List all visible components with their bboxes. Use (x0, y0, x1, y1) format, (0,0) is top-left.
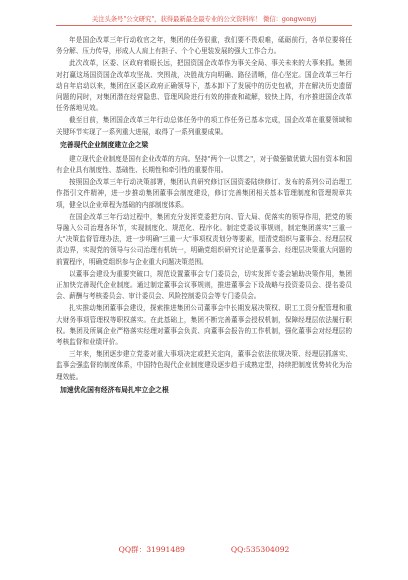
paragraph: 截至目前，集团国企改革三年行动总体任务中的项工作任务已基本完成，国企改革在重要领域和关键环节实现了一系列重大进展，取得了一系列重要成果。 (56, 116, 352, 136)
page-footer-contacts (56, 545, 352, 555)
paragraph: 建立现代企业制度是国有企业改革的方向。坚持"两个一以贯之"，对于做强做优做大国有资本和国有企业具有制度性、基础性、长期性和牵引性的重要作用。 (56, 154, 353, 175)
paragraph: 三年来，集团逐步建立党委对重大事项决定或把关定向，董事会依法依规决策、经理层抓落实、监事会强监督的制度体系，中国特色现代企业制度建设逐步趋于成熟定型，持续把制度优势转化为治理效能。 (56, 350, 352, 381)
paragraph: 在国企改革三年行动过程中，集团充分发挥党委把方向、管大局、促落实的领导作用，把党的领导融入公司治理各环节，实现制度化、规范化、程序化。制定党委议事规则，制定集团落实"三重一大"决策监督管理办法，进一步明确"三重一大"事项权责划分等要素，厘清党组织与董事会、经理层权责边界，实现党的领导与公司治理有机统一，明确党组织研究讨论是董事会、经理层决策重大问题的前置程序，明确党组织参与企业重大问题决策范围。 (56, 212, 352, 266)
document-body (56, 35, 352, 399)
paragraph: 以董事会建设为重要突破口，规范设置董事会专门委员会，切实发挥专委会辅助决策作用，集团正加快完善现代企业制度。通过制定董事会议事规则，推进董事会下设战略与投资委员会、提名委员会、薪酬与考核委员会、审计委员会、风险控制委员会等专门委员会。 (56, 269, 352, 301)
paragraph: 扎实推动集团董事会建设，探索推进集团公司董事会中长期发展决策权、职工工资分配管理和重大财务事项管理权等职权落实。在此基础上，集团不断完善董事会授权机制，保障经理层依法履行职权。集团及所属企业严格落实经理对董事会负责、向董事会报告的工作机制，强化董事会对经理层的考核监督和业绩评价。 (56, 304, 352, 347)
page-header-banner[interactable]: 关注头条号"公文研究"，获得最新最全最专业的公文资料库！ 微信：gongwenyj (91, 15, 317, 23)
section-heading: 加速优化国有经济布局扎牢立企之根 (60, 385, 169, 394)
section-heading: 完善现代企业制度建立企之梁 (60, 140, 149, 149)
paragraph: 按照国企改革三年行动决策部署，集团认真研究修订区国资委陆续修订、发布的系列公司治理工作指引文件精神，进一步推动集团董事会制度建设，修订完善集团相关基本管理制度和管理规章共项，健全以企业章程为基础的内部制度体系。 (56, 178, 352, 209)
paragraph: 此次改革，区委、区政府着眼长远，把国资国企改革作为事关全局、事关未来的大事来抓。集团对打赢这场国资国企改革攻坚战、突围战，决胜战方向明确、路径清晰，信心坚定。国企改革三年行动自年启动以来，集团在区委区政府正确领导下，基本卸下了发展中的历史包袱，并在解决历史遗留问题的同时，对集团潜在经营隐患、管理风险进行有效的排查和疏解，较快上阵，有序推进国企改革任务落地见效。 (56, 59, 352, 113)
header-divider (56, 25, 352, 26)
paragraph: 年是国企改革三年行动收官之年，集团的任务很重，我们要不畏艰难，砥砺前行，各单位要将任务分解、压力传导，形成人人肩上有担子、个个心里装发展的强大工作合力。 (56, 36, 352, 56)
qq-group-text[interactable]: QQ群：31991489 (118, 545, 185, 554)
qq-number-text[interactable]: QQ:535304092 (230, 545, 290, 554)
